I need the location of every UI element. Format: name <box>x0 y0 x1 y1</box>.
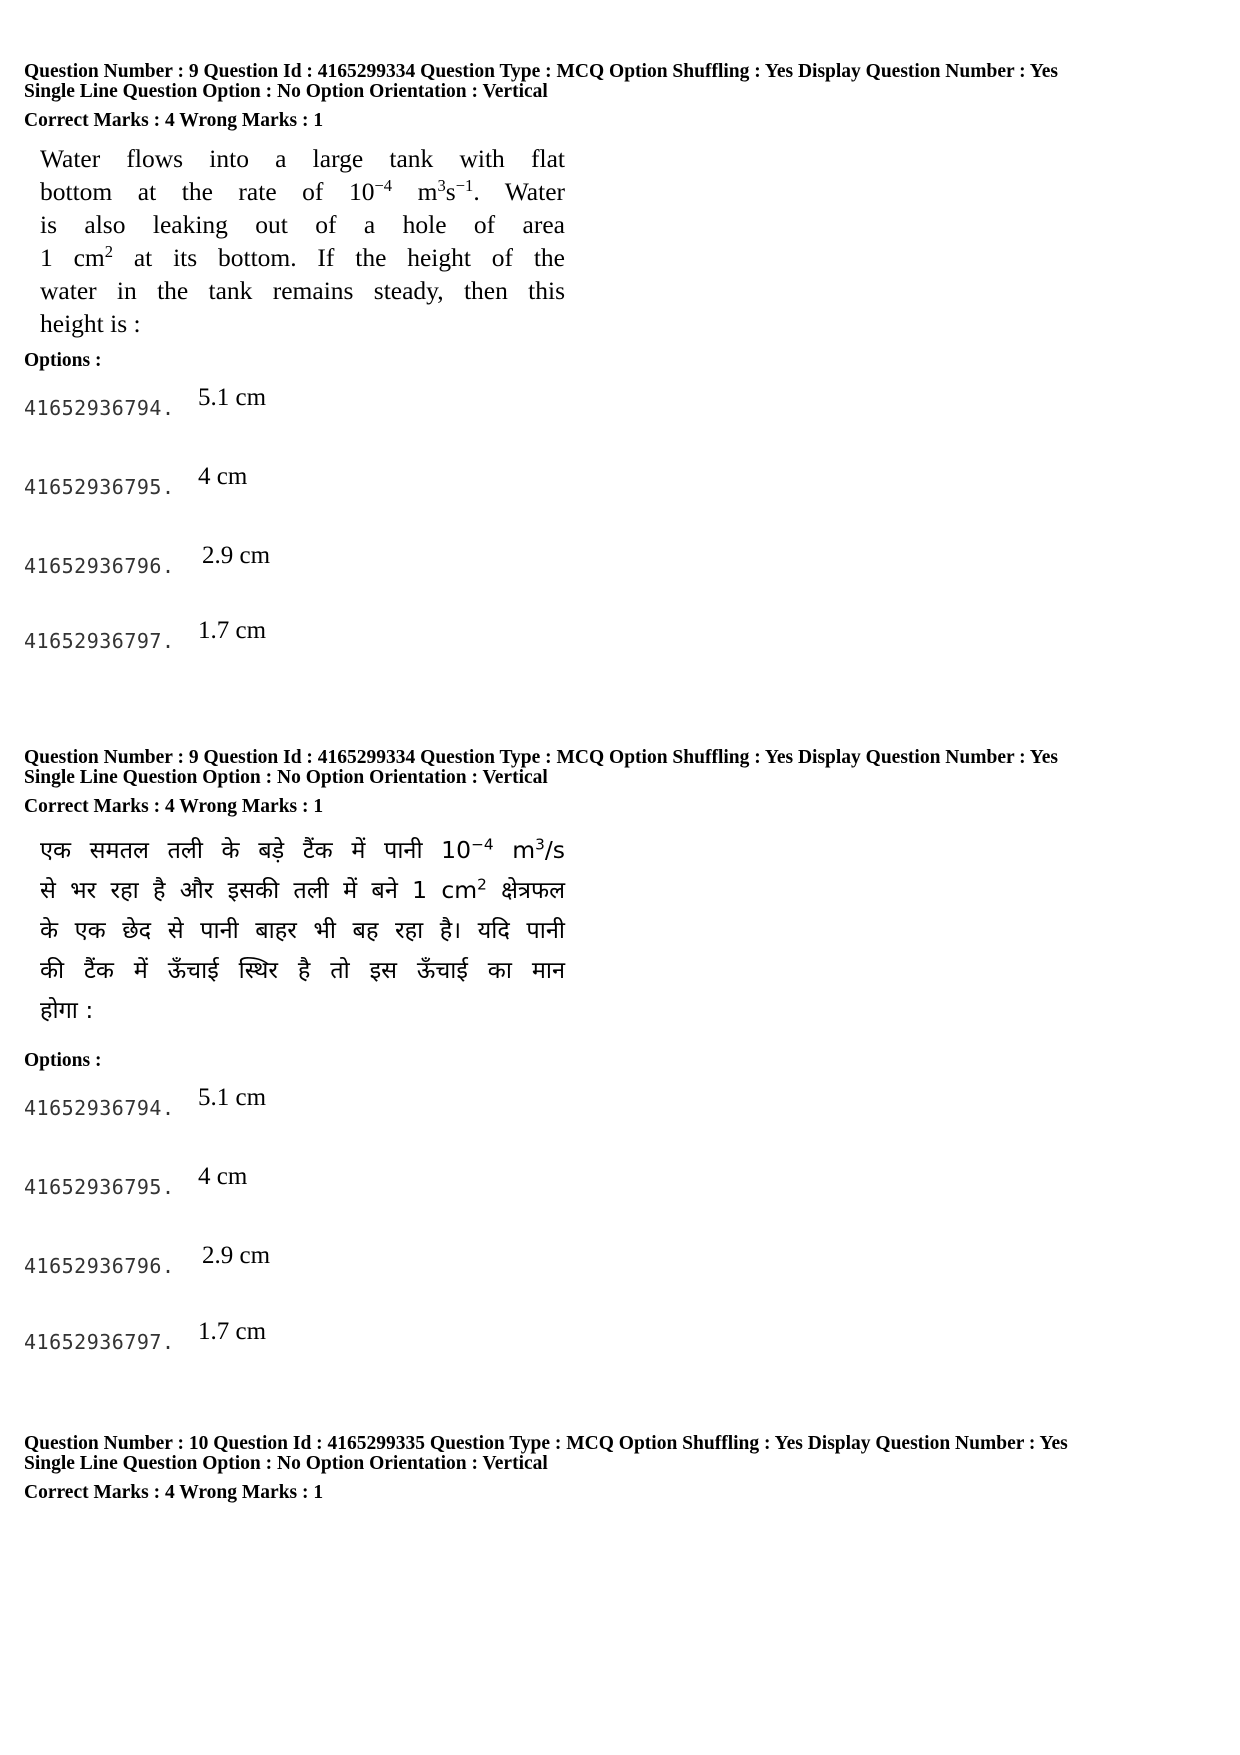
question-text-line: के एक छेद से पानी बाहर भी बह रहा है। यदि पानी <box>40 916 565 944</box>
question-header-line2: Single Line Question Option : No Option Orientation : Vertical <box>24 767 548 788</box>
question-text-line: Water flows into a large tank with flat <box>40 144 565 173</box>
question-marks: Correct Marks : 4 Wrong Marks : 1 <box>24 796 324 817</box>
option-value: 2.9 cm <box>202 542 271 569</box>
question-header-line2: Single Line Question Option : No Option Orientation : Vertical <box>24 1453 548 1474</box>
question-text-line: is also leaking out of a hole of area <box>40 210 565 239</box>
question-header-line1: Question Number : 9 Question Id : 4165299334 Question Type : MCQ Option Shuffling : Yes Display Question Number : Yes <box>24 61 1058 82</box>
option-value: 4 cm <box>198 463 248 490</box>
options-label: Options : <box>24 1050 102 1071</box>
question-header-line1: Question Number : 9 Question Id : 4165299334 Question Type : MCQ Option Shuffling : Yes Display Question Number : Yes <box>24 747 1058 768</box>
question-text-line: height is : <box>40 309 141 338</box>
question-text-line: 1 $cm^2$ at its bottom. If the height of the <box>40 241 565 272</box>
option-id: 41652936794. <box>24 396 175 420</box>
question-text-line: होगा : <box>40 996 94 1024</box>
question-text-line: की टैंक में ऊँचाई स्थिर है तो इस ऊँचाई का मान <box>40 956 565 984</box>
question-text-line: water in the tank remains steady, then this <box>40 276 565 305</box>
option-id: 41652936795. <box>24 475 175 499</box>
question-text <box>40 830 565 1030</box>
option-value: 5.1 cm <box>198 384 267 411</box>
option-value: 1.7 cm <box>198 617 267 644</box>
question-marks: Correct Marks : 4 Wrong Marks : 1 <box>24 1482 324 1503</box>
option-value: 2.9 cm <box>202 1242 271 1269</box>
question-block-9-hindi <box>24 748 1214 1368</box>
question-header-line2: Single Line Question Option : No Option Orientation : Vertical <box>24 81 548 102</box>
question-block-9-english <box>24 62 1214 682</box>
question-text-line: bottom at the rate of $10^{-4}$ $m^3s^{-1}$. Water <box>40 175 566 206</box>
question-text <box>40 142 565 340</box>
option-value: 1.7 cm <box>198 1318 267 1345</box>
question-text-line: एक समतल तली के बड़े टैंक में पानी $10^{-4}$ $m^3/s$ <box>40 835 565 864</box>
option-id: 41652936797. <box>24 629 175 653</box>
option-value: 5.1 cm <box>198 1084 267 1111</box>
question-text-line: से भर रहा है और इसकी तली में बने 1 $cm^2$ क्षेत्रफल <box>40 875 566 904</box>
option-value: 4 cm <box>198 1163 248 1190</box>
question-block-10 <box>24 1434 1214 1514</box>
option-id: 41652936796. <box>24 1254 175 1278</box>
option-id: 41652936797. <box>24 1330 175 1354</box>
options-label: Options : <box>24 350 102 371</box>
option-id: 41652936795. <box>24 1175 175 1199</box>
option-id: 41652936796. <box>24 554 175 578</box>
question-marks: Correct Marks : 4 Wrong Marks : 1 <box>24 110 324 131</box>
option-id: 41652936794. <box>24 1096 175 1120</box>
question-header-line1: Question Number : 10 Question Id : 4165299335 Question Type : MCQ Option Shuffling : Yes Display Question Number : Yes <box>24 1433 1068 1454</box>
